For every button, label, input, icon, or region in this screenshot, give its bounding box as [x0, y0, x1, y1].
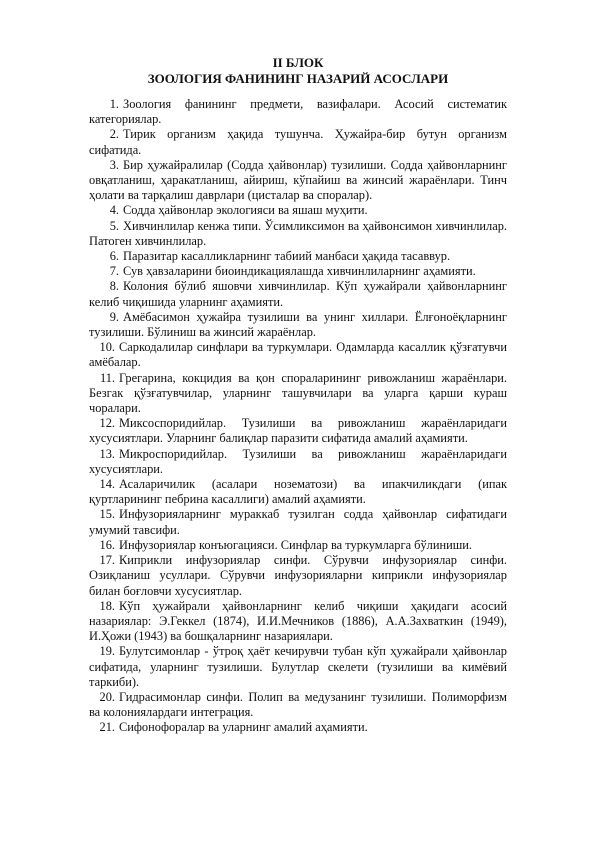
topic-text: Амёбасимон ҳужайра тузилиши ва унинг хиллари. Ёлғоноёқларнинг тузилиши. Бўлиниш ва жинсий жараёнлар.: [89, 309, 507, 340]
topic-item: [89, 219, 507, 249]
topic-item: [89, 97, 507, 127]
topic-number: 21.: [99, 720, 115, 735]
topic-text: Саркодалилар синфлари ва туркумлари. Одамларда касаллик қўзғатувчи амёбалар.: [89, 340, 507, 370]
topic-item: [89, 279, 507, 309]
topic-item: [89, 127, 507, 157]
topic-item: [89, 416, 507, 446]
topic-text: Микроспоридийлар. Тузилиши ва ривожланиш жараёнларидаги хусусиятлари.: [89, 446, 507, 476]
topic-number: 12.: [99, 416, 115, 431]
topic-item: [89, 553, 507, 599]
topic-item: [89, 158, 507, 204]
topic-number: 6.: [109, 249, 119, 264]
topic-item: [89, 340, 507, 370]
topic-item: [89, 599, 507, 645]
topic-text: Содда ҳайвонлар экологияси ва яшаш муҳити.: [123, 203, 368, 218]
topic-text: Инфузорияларнинг мураккаб тузилган содда ҳайвонлар сифатидаги умумий тавсифи.: [89, 507, 507, 537]
topic-number: 11.: [99, 370, 115, 385]
topic-number: 17.: [99, 553, 115, 568]
topic-item: [89, 371, 507, 417]
document-page: [89, 55, 507, 736]
topic-item: [89, 249, 507, 264]
topic-item: [89, 720, 507, 735]
topic-item: [89, 264, 507, 279]
topic-text: Тирик организм ҳақида тушунча. Ҳужайра-бир бутун организм сифатида.: [89, 127, 507, 157]
topic-number: 14.: [99, 477, 115, 492]
topic-text: Сифонофоралар ва уларнинг амалий аҳамияти.: [119, 720, 368, 735]
topic-text: Асаларичилик (асалари нозематози) ва ипакчиликдаги (ипак қуртларининг пебрина касаллиги) амалий аҳамияти.: [89, 477, 507, 507]
topic-number: 5.: [109, 218, 119, 233]
topic-number: 7.: [109, 264, 119, 279]
topic-number: 19.: [99, 644, 115, 659]
topic-number: 2.: [109, 127, 119, 142]
topic-text: Инфузориялар конъюгацияси. Синфлар ва туркумларга бўлиниши.: [119, 537, 473, 552]
topic-number: 18.: [99, 598, 115, 613]
topic-item: [89, 538, 507, 553]
topic-number: 20.: [99, 689, 115, 704]
topic-text: Сув ҳавзаларини биоиндикациялашда хивчинлиларнинг аҳамияти.: [123, 264, 476, 279]
topic-number: 8.: [109, 279, 119, 294]
topic-text: Миксоспоридийлар. Тузилиши ва ривожланиш жараёнларидаги хусусиятлари. Уларнинг балиқлар паразити сифатида амалий аҳамияти.: [89, 416, 507, 446]
topic-item: [89, 447, 507, 477]
topic-text: Киприкли инфузориялар синфи. Сўрувчи инфузориялар синфи. Озиқланиш усуллари. Сўрувчи инфузорияларни киприкли инфузориялар билан боғловчи хусусиятлар.: [89, 553, 507, 598]
topic-number: 15.: [99, 507, 115, 522]
topic-number: 16.: [99, 537, 115, 552]
topic-text: Гидрасимонлар синфи. Полип ва медузанинг тузилиши. Полиморфизм ва колониялардаги интеграция.: [89, 689, 507, 720]
topic-text: Грегарина, кокцидия ва қон спораларининг ривожланиш жараёнлари. Безгак қўзғатувчилар, уларнинг ташувчилари ва уларга қарши кураш чоралари.: [89, 370, 507, 416]
topic-list: [89, 97, 507, 736]
topic-item: [89, 477, 507, 507]
topic-item: [89, 310, 507, 340]
topic-number: 3.: [109, 157, 119, 172]
topic-number: 10.: [99, 340, 115, 355]
topic-number: 13.: [99, 446, 115, 461]
topic-text: Бир ҳужайралилар (Содда ҳайвонлар) тузилиши. Содда ҳайвонларнинг овқатланиш, ҳаракатланиш, айириш, кўпайиш ва жинсий жараёнлари. Тинч ҳолати ва тарқалиш даврлари (цисталар ва споралар).: [89, 157, 507, 203]
topic-text: Булутсимонлар - ўтроқ ҳаёт кечирувчи тубан кўп ҳужайрали ҳайвонлар сифатида, уларнинг тузилиши. Булутлар скелети (тузилиши ва кимёвий таркиби).: [89, 644, 507, 689]
topic-item: [89, 644, 507, 690]
topic-text: Кўп ҳужайрали ҳайвонларнинг келиб чиқиши ҳақидаги асосий назариялар: Э.Геккел (1874), И.И.Мечников (1886), А.А.Захваткин (1949), И.Ҳожи (1943) ва бошқаларнинг назариялари.: [89, 598, 507, 644]
topic-text: Паразитар касалликларнинг табиий манбаси ҳақида тасаввур.: [123, 249, 451, 264]
topic-number: 4.: [109, 203, 119, 218]
topic-text: Колония бўлиб яшовчи хивчинлилар. Кўп ҳужайрали ҳайвонларнинг келиб чиқишида уларнинг аҳамияти.: [89, 279, 507, 309]
topic-number: 9.: [109, 309, 119, 324]
topic-text: Хивчинлилар кенжа типи. Ўсимликсимон ва ҳайвонсимон хивчинлилар. Патоген хивчинлилар.: [89, 218, 507, 248]
page-title: ЗООЛОГИЯ ФАНИНИНГ НАЗАРИЙ АСОСЛАРИ: [147, 71, 449, 86]
topic-item: [89, 507, 507, 537]
topic-item: [89, 203, 507, 218]
topic-text: Зоология фанининг предмети, вазифалари. Асосий систематик категориялар.: [89, 97, 507, 127]
topic-number: 1.: [109, 97, 119, 111]
block-title: II БЛОК: [272, 55, 324, 70]
topic-item: [89, 690, 507, 720]
